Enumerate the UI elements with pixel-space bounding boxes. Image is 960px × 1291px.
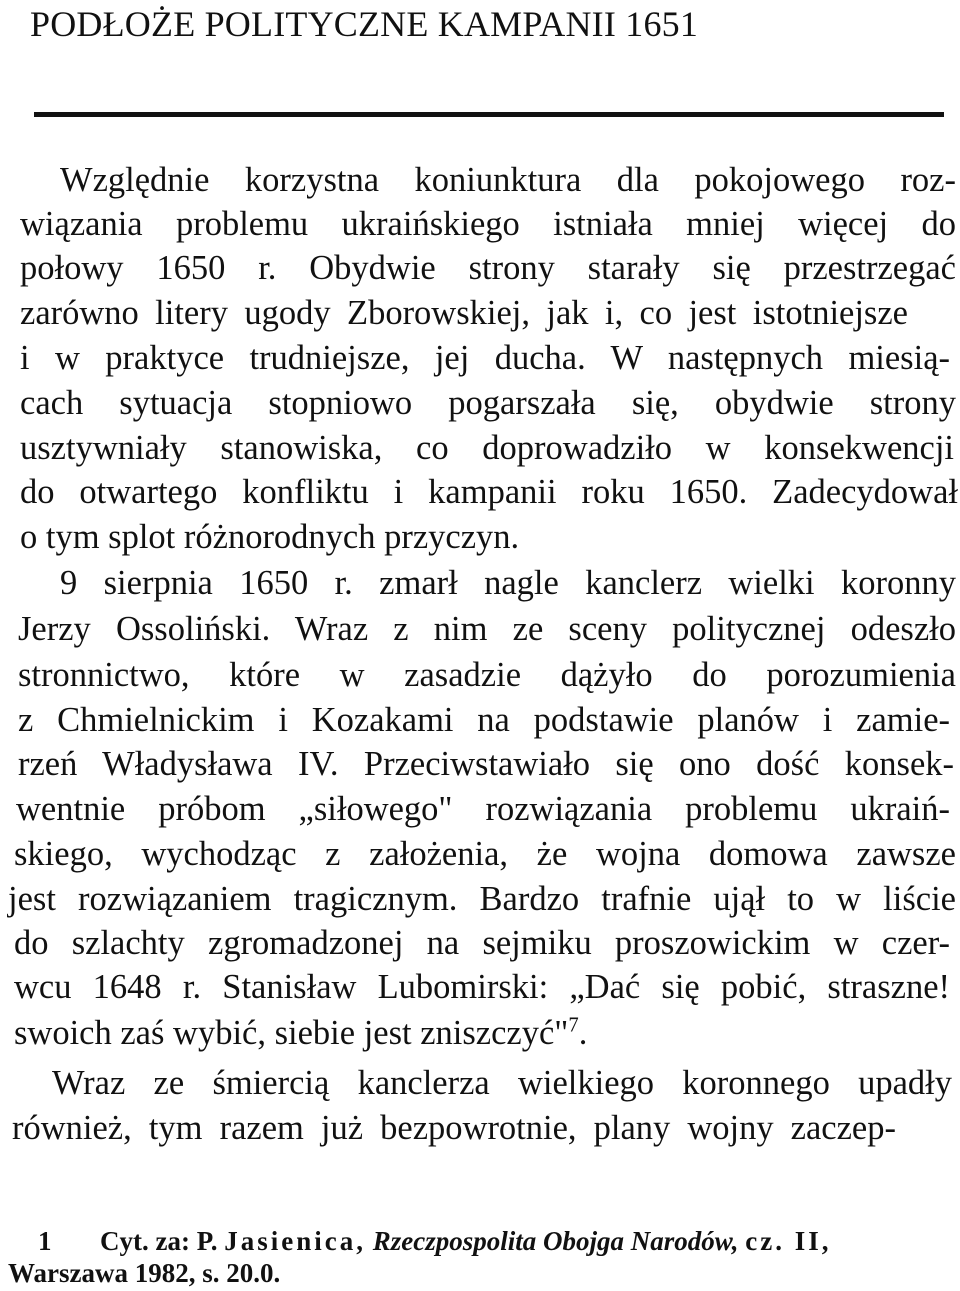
text-line: 9 sierpnia 1650 r. zmarł nagle kanclerz wielki koronny: [60, 564, 956, 602]
text-line: o tym splot różnorodnych przyczyn.: [20, 518, 520, 556]
text-line: do szlachty zgromadzonej na sejmiku proszowickim w czer-: [14, 924, 950, 962]
footnote-number: 1: [38, 1226, 52, 1256]
text-line: Wraz ze śmiercią kanclerza wielkiego koronnego upadły: [52, 1064, 952, 1102]
text-line: połowy 1650 r. Obydwie strony starały się przestrzegać: [20, 249, 956, 287]
page-title: PODŁOŻE POLITYCZNE KAMPANII 1651: [30, 4, 699, 44]
text-line: usztywniały stanowiska, co doprowadziło w konsekwencji: [20, 429, 954, 467]
text-line: [14, 1011, 587, 1055]
text-line: do otwartego konfliktu i kampanii roku 1650. Zadecydował: [20, 473, 958, 511]
text-line: wcu 1648 r. Stanisław Lubomirski: „Dać się pobić, straszne!: [14, 968, 950, 1006]
text-line: i w praktyce trudniejsze, jej ducha. W następnych miesią-: [20, 339, 950, 377]
text-line: rzeń Władysława IV. Przeciwstawiało się ono dość konsek-: [18, 745, 954, 783]
text-line: wiązania problemu ukraińskiego istniała mniej więcej do: [20, 205, 956, 243]
text-line: cach sytuacja stopniowo pogarszała się, obydwie strony: [20, 384, 956, 422]
footnote-ref: 7: [568, 1014, 579, 1037]
footnote-line-2: Warszawa 1982, s. 20.0.: [8, 1258, 281, 1288]
footnote-book-title: Rzeczpospolita Obojga Narodów,: [372, 1226, 739, 1256]
text-line: stronnictwo, które w zasadzie dążyło do porozumienia: [18, 656, 956, 694]
footnote-prefix: Cyt. za: P.: [100, 1226, 218, 1256]
text-line: z Chmielnickim i Kozakami na podstawie planów i zamie-: [18, 701, 950, 739]
footnote-line: [38, 1224, 831, 1258]
title-underline: [34, 112, 944, 117]
text-line: wentnie próbom „siłowego" rozwiązania problemu ukraiń-: [16, 790, 950, 828]
text-line: zarówno litery ugody Zborowskiej, jak i, co jest istotniejsze: [20, 294, 908, 332]
text-line: również, tym razem już bezpowrotnie, plany wojny zaczep-: [12, 1109, 896, 1147]
text-line: Względnie korzystna koniunktura dla pokojowego roz-: [60, 161, 956, 199]
footnote-part: cz. II,: [745, 1226, 832, 1256]
line-end: .: [578, 1014, 588, 1052]
line-text: swoich zaś wybić, siebie jest zniszczyć": [14, 1014, 569, 1052]
footnote-author: Jasienica,: [224, 1226, 366, 1256]
text-line: jest rozwiązaniem tragicznym. Bardzo trafnie ujął to w liście: [8, 880, 956, 918]
text-line: Jerzy Ossoliński. Wraz z nim ze sceny politycznej odeszło: [18, 610, 956, 648]
text-line: skiego, wychodząc z założenia, że wojna domowa zawsze: [14, 835, 956, 873]
